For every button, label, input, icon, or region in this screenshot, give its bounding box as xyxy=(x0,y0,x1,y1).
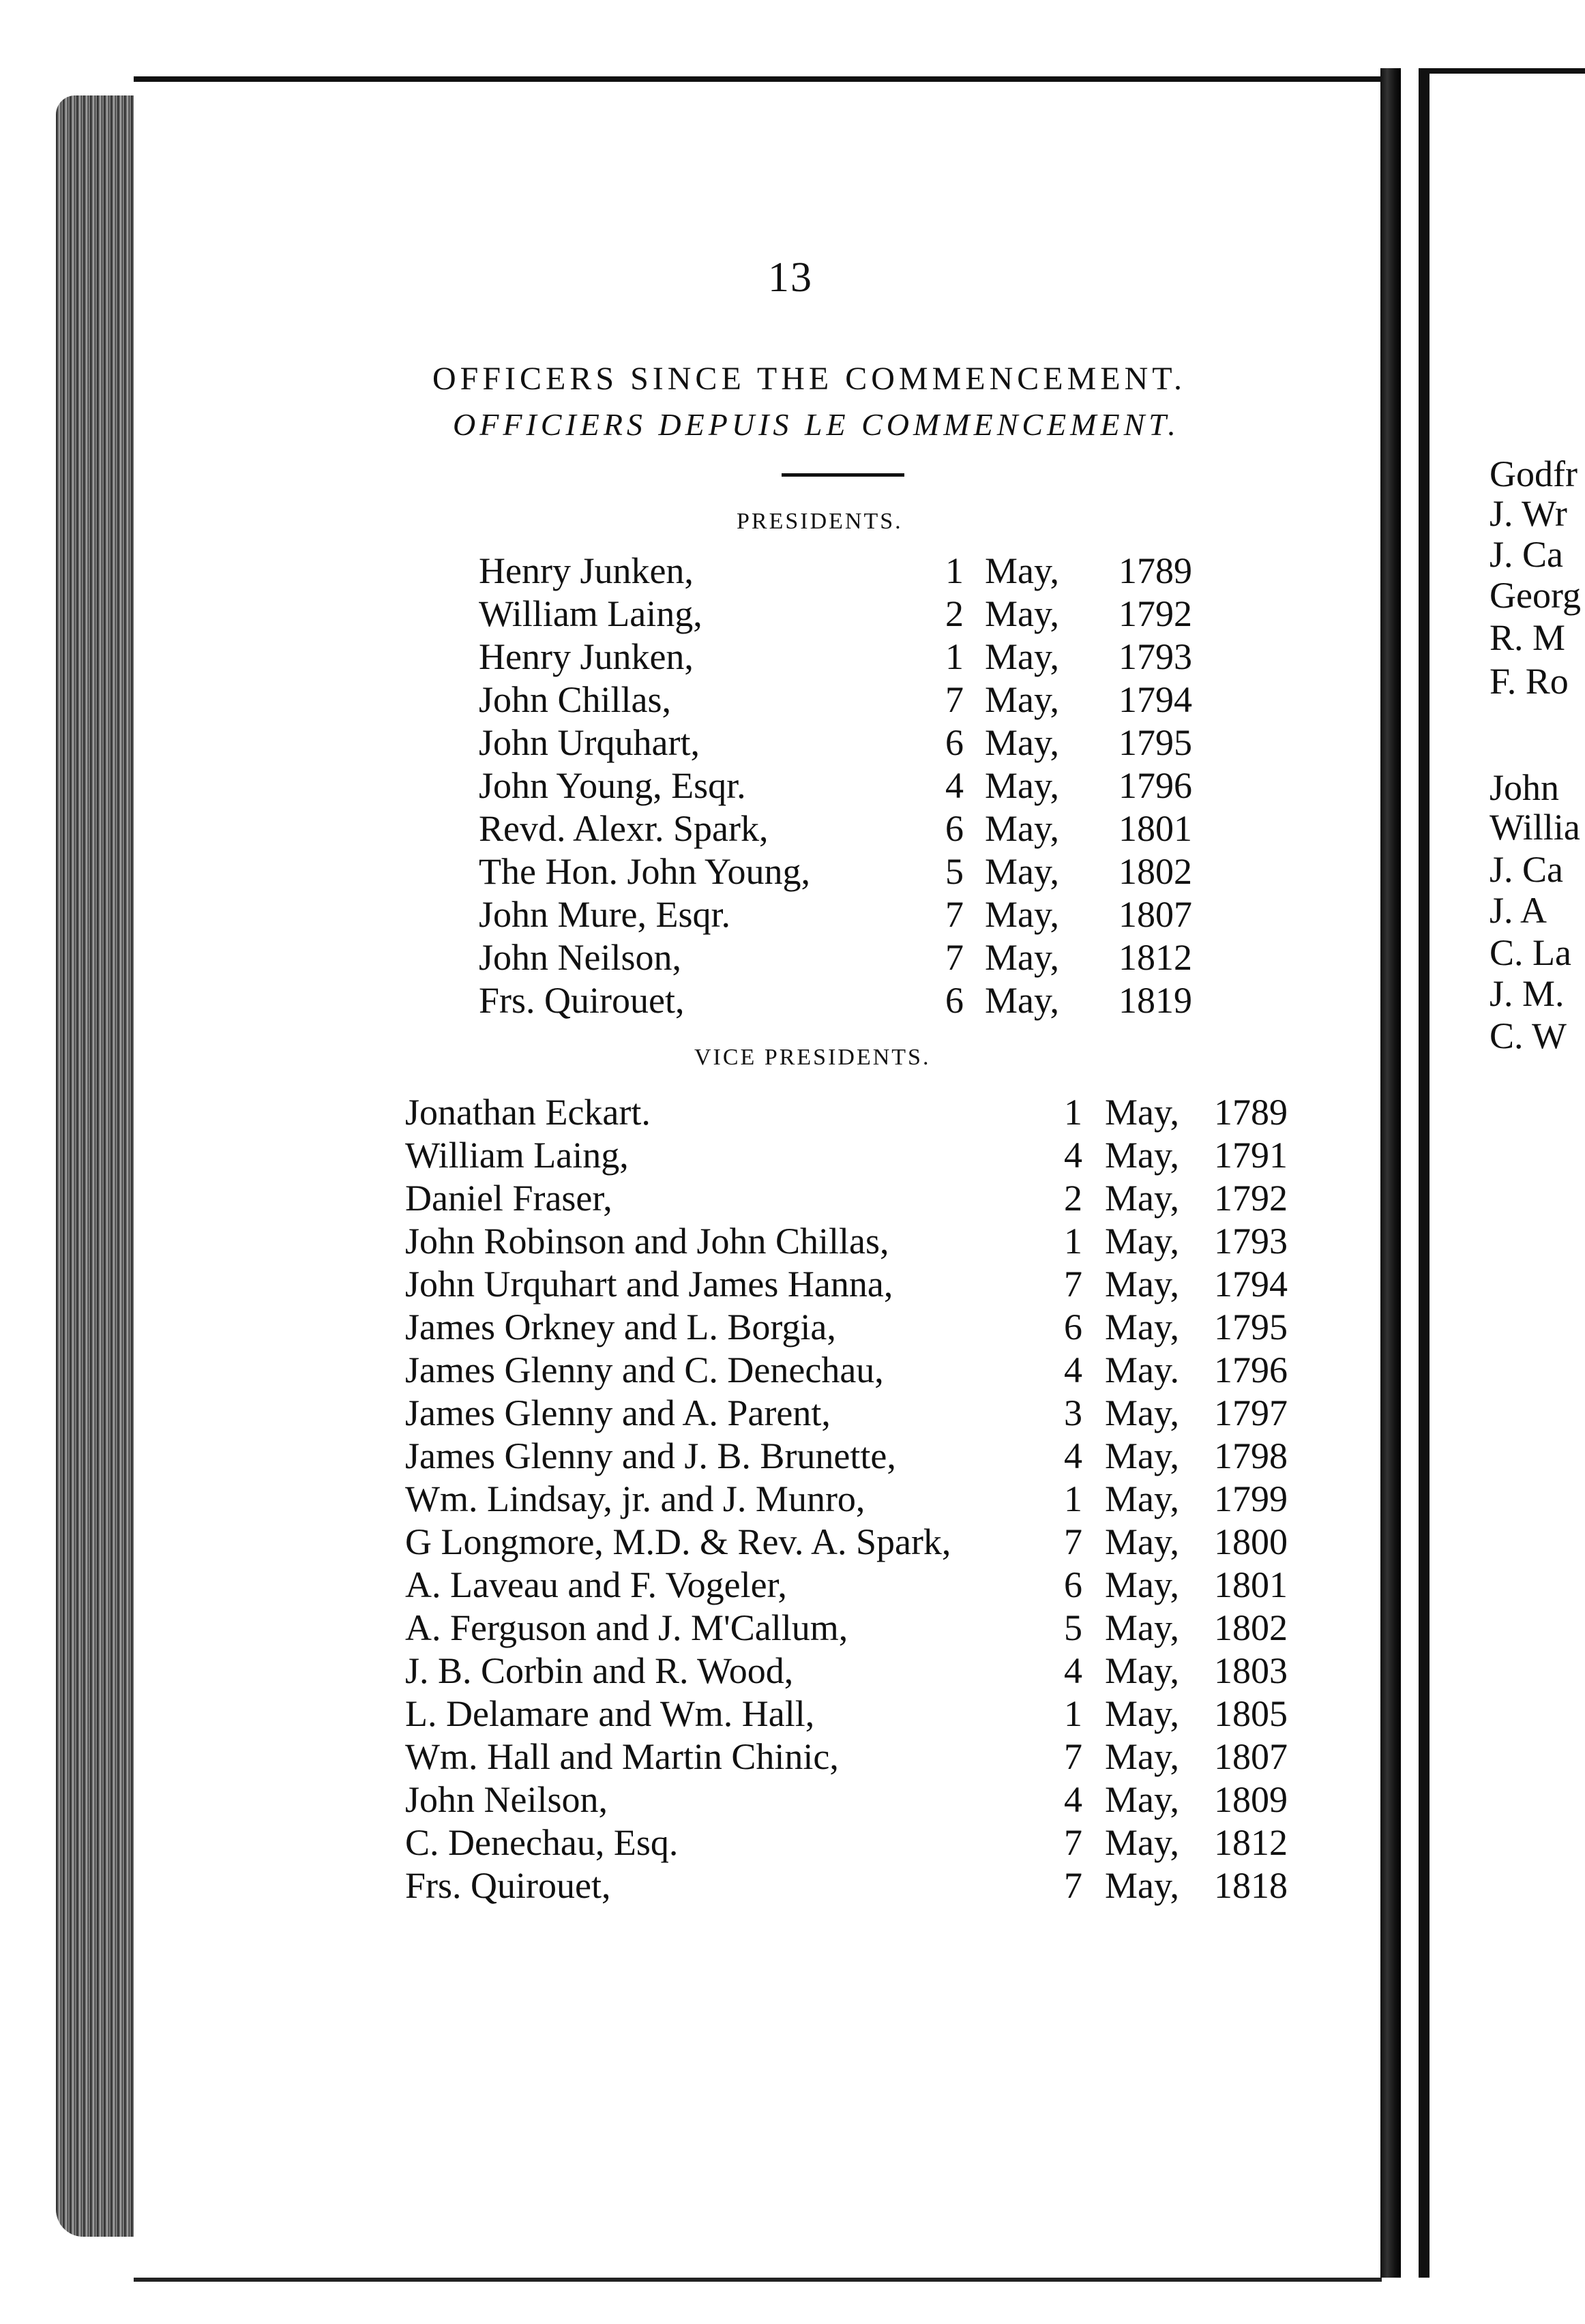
vice-presidents-month: May, xyxy=(1105,1264,1179,1305)
vice-presidents-year: 1795 xyxy=(1214,1307,1288,1347)
vice-presidents-day: 7 xyxy=(1064,1865,1082,1906)
vice-presidents-month: May, xyxy=(1105,1221,1179,1262)
presidents-year: 1802 xyxy=(1119,851,1192,892)
adjacent-page-text: F. Ro xyxy=(1490,661,1569,702)
vice-presidents-row xyxy=(0,1821,1364,1864)
presidents-day: 6 xyxy=(945,808,964,849)
vice-presidents-row xyxy=(0,1735,1364,1778)
presidents-day: 6 xyxy=(945,722,964,763)
page-title-french: OFFICIERS DEPUIS LE COMMENCEMENT. xyxy=(453,407,1180,442)
vice-presidents-month: May, xyxy=(1105,1865,1179,1906)
presidents-year: 1792 xyxy=(1119,593,1192,634)
vice-presidents-name: A. Ferguson and J. M'Callum, xyxy=(405,1607,848,1648)
presidents-name: Henry Junken, xyxy=(479,550,694,591)
vice-presidents-year: 1794 xyxy=(1214,1264,1288,1305)
adjacent-page-text: J. Ca xyxy=(1490,534,1563,575)
presidents-month: May, xyxy=(985,679,1059,720)
presidents-year: 1812 xyxy=(1119,937,1192,978)
vice-presidents-year: 1818 xyxy=(1214,1865,1288,1906)
vice-presidents-name: John Robinson and John Chillas, xyxy=(405,1221,889,1262)
vice-presidents-year: 1807 xyxy=(1214,1736,1288,1777)
page-title-english: OFFICERS SINCE THE COMMENCEMENT. xyxy=(432,361,1186,397)
presidents-name: John Young, Esqr. xyxy=(479,765,746,806)
presidents-year: 1801 xyxy=(1119,808,1192,849)
presidents-day: 6 xyxy=(945,980,964,1021)
vice-presidents-month: May, xyxy=(1105,1607,1179,1648)
vice-presidents-name: John Urquhart and James Hanna, xyxy=(405,1264,893,1305)
presidents-row xyxy=(0,550,1364,592)
book-gutter xyxy=(1380,68,1401,2278)
vice-presidents-month: May, xyxy=(1105,1822,1179,1863)
presidents-row xyxy=(0,721,1364,764)
vice-presidents-row xyxy=(0,1392,1364,1434)
vice-presidents-day: 7 xyxy=(1064,1736,1082,1777)
presidents-day: 7 xyxy=(945,679,964,720)
presidents-row xyxy=(0,764,1364,807)
vice-presidents-month: May, xyxy=(1105,1135,1179,1176)
vice-presidents-month: May, xyxy=(1105,1736,1179,1777)
vice-presidents-row xyxy=(0,1478,1364,1520)
page-number: 13 xyxy=(768,254,813,301)
presidents-day: 7 xyxy=(945,894,964,935)
vice-presidents-day: 1 xyxy=(1064,1092,1082,1133)
vice-presidents-month: May, xyxy=(1105,1650,1179,1691)
vice-presidents-name: J. B. Corbin and R. Wood, xyxy=(405,1650,794,1691)
vice-presidents-row xyxy=(0,1134,1364,1176)
vice-presidents-name: Frs. Quirouet, xyxy=(405,1865,611,1906)
vice-presidents-month: May, xyxy=(1105,1307,1179,1347)
vice-presidents-row xyxy=(0,1306,1364,1348)
vice-presidents-year: 1793 xyxy=(1214,1221,1288,1262)
vice-presidents-name: A. Laveau and F. Vogeler, xyxy=(405,1564,787,1605)
presidents-name: John Urquhart, xyxy=(479,722,700,763)
vice-presidents-year: 1798 xyxy=(1214,1435,1288,1476)
presidents-name: Frs. Quirouet, xyxy=(479,980,685,1021)
vice-presidents-year: 1796 xyxy=(1214,1350,1288,1390)
vice-presidents-heading: VICE PRESIDENTS. xyxy=(694,1045,931,1070)
presidents-name: Henry Junken, xyxy=(479,636,694,677)
vice-presidents-year: 1791 xyxy=(1214,1135,1288,1176)
vice-presidents-name: James Glenny and J. B. Brunette, xyxy=(405,1435,896,1476)
adjacent-page-text: J. M. xyxy=(1490,973,1565,1014)
presidents-year: 1794 xyxy=(1119,679,1192,720)
vice-presidents-year: 1801 xyxy=(1214,1564,1288,1605)
adjacent-page-fragment xyxy=(1430,68,1585,2283)
vice-presidents-day: 1 xyxy=(1064,1478,1082,1519)
vice-presidents-row xyxy=(0,1564,1364,1606)
vice-presidents-month: May, xyxy=(1105,1178,1179,1219)
presidents-year: 1796 xyxy=(1119,765,1192,806)
vice-presidents-row xyxy=(0,1607,1364,1649)
vice-presidents-row xyxy=(0,1263,1364,1305)
presidents-day: 4 xyxy=(945,765,964,806)
vice-presidents-row xyxy=(0,1220,1364,1262)
presidents-name: John Neilson, xyxy=(479,937,681,978)
vice-presidents-row xyxy=(0,1349,1364,1391)
vice-presidents-year: 1789 xyxy=(1214,1092,1288,1133)
presidents-month: May, xyxy=(985,722,1059,763)
presidents-month: May, xyxy=(985,593,1059,634)
vice-presidents-month: May, xyxy=(1105,1564,1179,1605)
presidents-name: John Mure, Esqr. xyxy=(479,894,730,935)
vice-presidents-name: C. Denechau, Esq. xyxy=(405,1822,679,1863)
presidents-month: May, xyxy=(985,808,1059,849)
vice-presidents-day: 1 xyxy=(1064,1693,1082,1734)
presidents-year: 1807 xyxy=(1119,894,1192,935)
presidents-row xyxy=(0,850,1364,893)
vice-presidents-name: Jonathan Eckart. xyxy=(405,1092,651,1133)
vice-presidents-year: 1800 xyxy=(1214,1521,1288,1562)
presidents-month: May, xyxy=(985,550,1059,591)
vice-presidents-month: May, xyxy=(1105,1779,1179,1820)
vice-presidents-name: Wm. Lindsay, jr. and J. Munro, xyxy=(405,1478,865,1519)
adjacent-page-text: J. Ca xyxy=(1490,849,1563,890)
presidents-day: 5 xyxy=(945,851,964,892)
vice-presidents-row xyxy=(0,1650,1364,1692)
vice-presidents-month: May. xyxy=(1105,1350,1179,1390)
adjacent-page-text: Godfr xyxy=(1490,453,1577,494)
vice-presidents-row xyxy=(0,1521,1364,1563)
vice-presidents-row xyxy=(0,1435,1364,1477)
vice-presidents-month: May, xyxy=(1105,1521,1179,1562)
adjacent-page-text: J. A xyxy=(1490,890,1547,931)
vice-presidents-month: May, xyxy=(1105,1392,1179,1433)
vice-presidents-day: 6 xyxy=(1064,1564,1082,1605)
presidents-day: 1 xyxy=(945,550,964,591)
vice-presidents-day: 7 xyxy=(1064,1822,1082,1863)
vice-presidents-day: 4 xyxy=(1064,1435,1082,1476)
vice-presidents-month: May, xyxy=(1105,1478,1179,1519)
book-gutter-shadow xyxy=(1419,68,1430,2278)
presidents-month: May, xyxy=(985,980,1059,1021)
vice-presidents-row xyxy=(0,1693,1364,1735)
vice-presidents-name: L. Delamare and Wm. Hall, xyxy=(405,1693,815,1734)
presidents-month: May, xyxy=(985,937,1059,978)
vice-presidents-row xyxy=(0,1091,1364,1133)
adjacent-page-text: C. W xyxy=(1490,1015,1567,1056)
vice-presidents-month: May, xyxy=(1105,1092,1179,1133)
vice-presidents-year: 1812 xyxy=(1214,1822,1288,1863)
presidents-row xyxy=(0,979,1364,1022)
vice-presidents-day: 6 xyxy=(1064,1307,1082,1347)
vice-presidents-year: 1803 xyxy=(1214,1650,1288,1691)
vice-presidents-name: James Glenny and A. Parent, xyxy=(405,1392,831,1433)
adjacent-page-text: Georg xyxy=(1490,575,1581,616)
vice-presidents-day: 2 xyxy=(1064,1178,1082,1219)
presidents-day: 1 xyxy=(945,636,964,677)
adjacent-page-text: Willia xyxy=(1490,807,1580,848)
vice-presidents-name: James Glenny and C. Denechau, xyxy=(405,1350,884,1390)
presidents-month: May, xyxy=(985,765,1059,806)
vice-presidents-row xyxy=(0,1177,1364,1219)
vice-presidents-year: 1802 xyxy=(1214,1607,1288,1648)
vice-presidents-name: G Longmore, M.D. & Rev. A. Spark, xyxy=(405,1521,951,1562)
vice-presidents-day: 7 xyxy=(1064,1264,1082,1305)
presidents-row xyxy=(0,636,1364,678)
vice-presidents-day: 4 xyxy=(1064,1350,1082,1390)
vice-presidents-year: 1805 xyxy=(1214,1693,1288,1734)
presidents-name: The Hon. John Young, xyxy=(479,851,811,892)
vice-presidents-row xyxy=(0,1864,1364,1907)
presidents-day: 7 xyxy=(945,937,964,978)
presidents-name: Revd. Alexr. Spark, xyxy=(479,808,769,849)
vice-presidents-day: 3 xyxy=(1064,1392,1082,1433)
presidents-month: May, xyxy=(985,636,1059,677)
presidents-month: May, xyxy=(985,851,1059,892)
vice-presidents-row xyxy=(0,1778,1364,1821)
presidents-row xyxy=(0,593,1364,635)
presidents-heading: PRESIDENTS. xyxy=(737,509,903,534)
vice-presidents-day: 1 xyxy=(1064,1221,1082,1262)
vice-presidents-name: William Laing, xyxy=(405,1135,629,1176)
adjacent-page-text: C. La xyxy=(1490,932,1571,973)
presidents-year: 1793 xyxy=(1119,636,1192,677)
presidents-year: 1789 xyxy=(1119,550,1192,591)
vice-presidents-name: John Neilson, xyxy=(405,1779,608,1820)
presidents-year: 1795 xyxy=(1119,722,1192,763)
vice-presidents-name: Daniel Fraser, xyxy=(405,1178,612,1219)
vice-presidents-day: 5 xyxy=(1064,1607,1082,1648)
vice-presidents-year: 1799 xyxy=(1214,1478,1288,1519)
vice-presidents-name: James Orkney and L. Borgia, xyxy=(405,1307,836,1347)
presidents-row xyxy=(0,893,1364,936)
presidents-name: John Chillas, xyxy=(479,679,672,720)
presidents-name: William Laing, xyxy=(479,593,702,634)
vice-presidents-day: 4 xyxy=(1064,1135,1082,1176)
adjacent-page-text: John xyxy=(1490,767,1560,808)
presidents-year: 1819 xyxy=(1119,980,1192,1021)
vice-presidents-month: May, xyxy=(1105,1435,1179,1476)
presidents-row xyxy=(0,807,1364,850)
vice-presidents-month: May, xyxy=(1105,1693,1179,1734)
presidents-day: 2 xyxy=(945,593,964,634)
vice-presidents-year: 1797 xyxy=(1214,1392,1288,1433)
vice-presidents-name: Wm. Hall and Martin Chinic, xyxy=(405,1736,839,1777)
adjacent-page-text: J. Wr xyxy=(1490,493,1567,534)
vice-presidents-year: 1792 xyxy=(1214,1178,1288,1219)
presidents-row xyxy=(0,679,1364,721)
presidents-row xyxy=(0,936,1364,979)
vice-presidents-day: 4 xyxy=(1064,1779,1082,1820)
title-divider xyxy=(782,473,904,477)
vice-presidents-day: 4 xyxy=(1064,1650,1082,1691)
adjacent-page-text: R. M xyxy=(1490,617,1566,658)
vice-presidents-year: 1809 xyxy=(1214,1779,1288,1820)
vice-presidents-day: 7 xyxy=(1064,1521,1082,1562)
presidents-month: May, xyxy=(985,894,1059,935)
